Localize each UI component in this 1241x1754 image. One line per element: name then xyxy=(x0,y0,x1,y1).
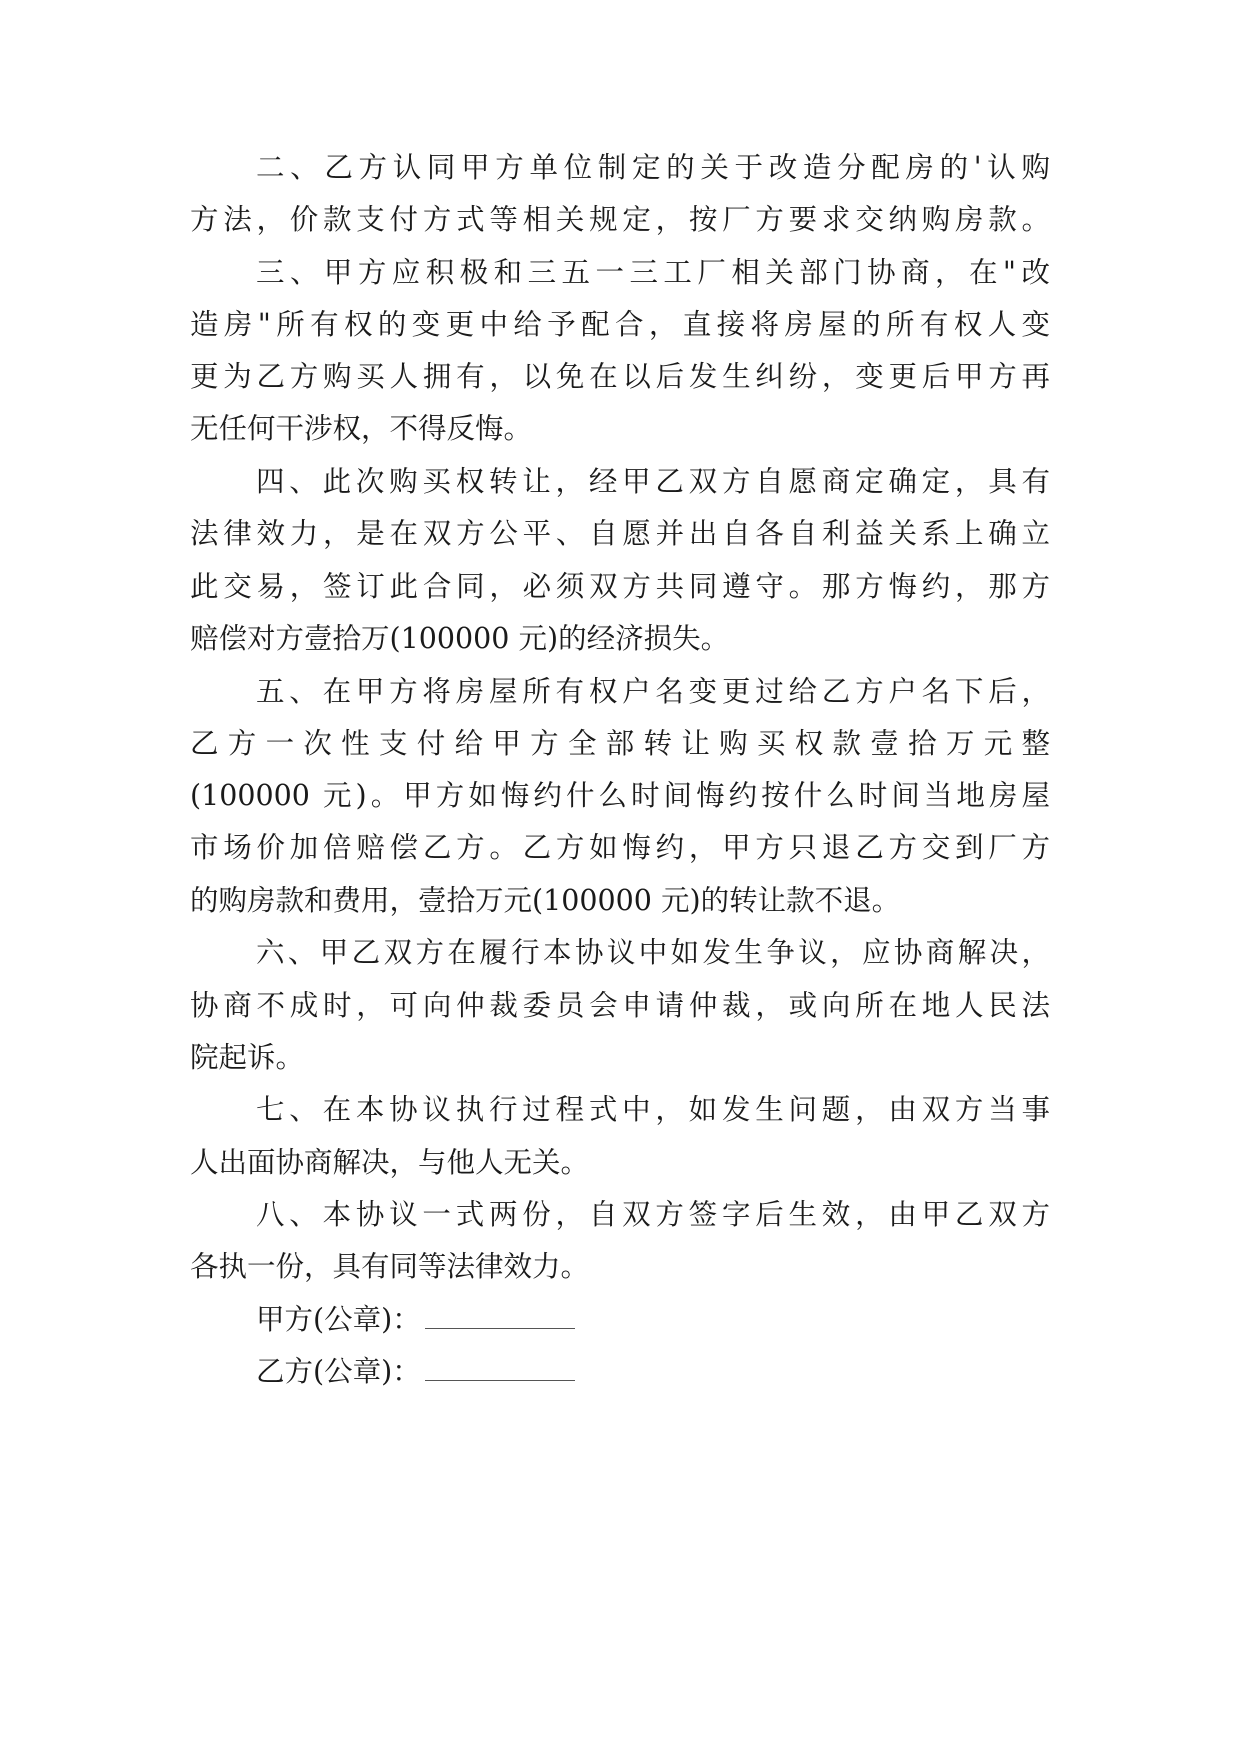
clause-4-line-4: 赔偿对方壹拾万(100000 元)的经济损失。 xyxy=(190,622,730,655)
clause-6-line-1: 六、甲乙双方在履行本协议中如发生争议，应协商解决， xyxy=(256,936,1050,969)
clause-2-line-2: 方法，价款支付方式等相关规定，按厂方要求交纳购房款。 xyxy=(190,203,1050,236)
party-a-seal-blank[interactable] xyxy=(425,1298,575,1329)
clause-6-line-2: 协商不成时，可向仲裁委员会申请仲裁，或向所在地人民法 xyxy=(190,989,1050,1022)
clause-8-line-1: 八、本协议一式两份，自双方签字后生效，由甲乙双方 xyxy=(256,1198,1050,1231)
clause-4-line-2: 法律效力，是在双方公平、自愿并出自各自利益关系上确立 xyxy=(190,517,1050,550)
clause-6-line-3: 院起诉。 xyxy=(190,1041,305,1074)
clause-3-line-2: 造房"所有权的变更中给予配合，直接将房屋的所有权人变 xyxy=(190,308,1050,341)
clause-5-line-5: 的购房款和费用，壹拾万元(100000 元)的转让款不退。 xyxy=(190,884,901,917)
party-a-signature xyxy=(256,1298,575,1338)
clause-5-line-2: 乙方一次性支付给甲方全部转让购买权款壹拾万元整 xyxy=(190,727,1050,760)
clause-7-line-1: 七、在本协议执行过程式中，如发生问题，由双方当事 xyxy=(256,1093,1050,1126)
party-b-seal-blank[interactable] xyxy=(425,1350,575,1381)
clause-2-line-1: 二、乙方认同甲方单位制定的关于改造分配房的'认购 xyxy=(256,151,1050,184)
party-a-label: 甲方(公章)： xyxy=(256,1303,421,1336)
clause-5-line-4: 市场价加倍赔偿乙方。乙方如悔约，甲方只退乙方交到厂方 xyxy=(190,831,1050,864)
clause-4-line-1: 四、此次购买权转让，经甲乙双方自愿商定确定，具有 xyxy=(256,465,1050,498)
clause-7-line-2: 人出面协商解决，与他人无关。 xyxy=(190,1146,590,1179)
clause-3-line-3: 更为乙方购买人拥有，以免在以后发生纠纷，变更后甲方再 xyxy=(190,360,1050,393)
clause-8-line-2: 各执一份，具有同等法律效力。 xyxy=(190,1250,590,1283)
party-b-label: 乙方(公章)： xyxy=(256,1355,421,1388)
clause-4-line-3: 此交易，签订此合同，必须双方共同遵守。那方悔约，那方 xyxy=(190,570,1050,603)
clause-5-line-1: 五、在甲方将房屋所有权户名变更过给乙方户名下后， xyxy=(256,675,1050,708)
clause-3-line-4: 无任何干涉权，不得反悔。 xyxy=(190,412,533,445)
clause-3-line-1: 三、甲方应积极和三五一三工厂相关部门协商，在"改 xyxy=(256,256,1050,289)
clause-5-line-3: (100000 元)。甲方如悔约什么时间悔约按什么时间当地房屋 xyxy=(190,779,1050,812)
party-b-signature xyxy=(256,1350,575,1390)
